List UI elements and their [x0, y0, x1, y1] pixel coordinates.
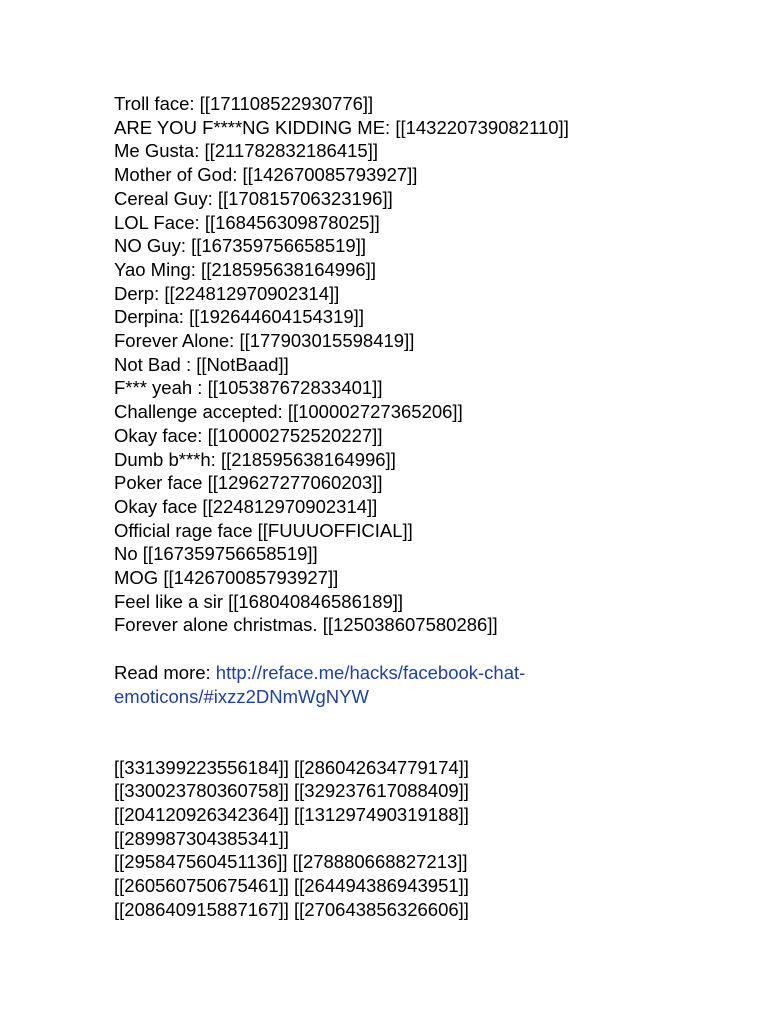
- emoticon-line: MOG [[142670085793927]]: [114, 567, 339, 589]
- emoticon-line: Dumb b***h: [[218595638164996]]: [114, 448, 396, 470]
- read-more-line-2: [114, 685, 734, 709]
- emoticon-line: No [[167359756658519]]: [114, 543, 318, 565]
- paragraph-spacer: [114, 708, 734, 755]
- emoticon-line: Okay face: [[100002752520227]]: [114, 424, 383, 446]
- read-more-link-continued[interactable]: emoticons/#ixzz2DNmWgNYW: [114, 685, 369, 707]
- emoticon-line: Yao Ming: [[218595638164996]]: [114, 258, 376, 280]
- code-line: [[204120926342364]] [[131297490319188]]: [114, 804, 469, 826]
- code-line: [[330023780360758]] [[329237617088409]]: [114, 780, 469, 802]
- emoticon-list: [114, 92, 734, 637]
- paragraph-spacer: [114, 637, 734, 661]
- emoticon-line: NO Guy: [[167359756658519]]: [114, 235, 366, 257]
- emoticon-line: ARE YOU F****NG KIDDING ME: [[143220739082110]]: [114, 116, 569, 138]
- emoticon-line: Official rage face [[FUUUOFFICIAL]]: [114, 519, 413, 541]
- emoticon-line: Not Bad : [[NotBaad]]: [114, 353, 289, 375]
- emoticon-line: Poker face [[129627277060203]]: [114, 472, 383, 494]
- emoticon-line: Challenge accepted: [[100002727365206]]: [114, 401, 463, 423]
- emoticon-line: Mother of God: [[142670085793927]]: [114, 164, 418, 186]
- code-line: [[295847560451136]] [[278880668827213]]: [114, 851, 468, 873]
- emoticon-line: Forever Alone: [[177903015598419]]: [114, 330, 415, 352]
- read-more-link[interactable]: http://reface.me/hacks/facebook-chat-: [215, 661, 526, 683]
- code-list: [114, 756, 734, 922]
- emoticon-line: LOL Face: [[168456309878025]]: [114, 211, 380, 233]
- emoticon-line: Forever alone christmas. [[125038607580286]]: [114, 614, 498, 636]
- emoticon-line: Derpina: [[192644604154319]]: [114, 306, 364, 328]
- emoticon-line: Feel like a sir [[168040846586189]]: [114, 590, 404, 612]
- emoticon-line: Me Gusta: [[211782832186415]]: [114, 140, 378, 162]
- code-line: [[289987304385341]]: [114, 827, 289, 849]
- code-line: [[260560750675461]] [[264494386943951]]: [114, 875, 469, 897]
- code-line: [[331399223556184]] [[286042634779174]]: [114, 756, 469, 778]
- emoticon-line: F*** yeah : [[105387672833401]]: [114, 377, 383, 399]
- document-body: [114, 92, 734, 922]
- read-more: [114, 661, 734, 708]
- read-more-line-1: [114, 661, 734, 685]
- read-more-label: Read more:: [114, 661, 216, 683]
- emoticon-line: Derp: [[224812970902314]]: [114, 282, 340, 304]
- emoticon-line: Troll face: [[171108522930776]]: [114, 93, 374, 114]
- emoticon-line: Okay face [[224812970902314]]: [114, 495, 378, 517]
- emoticon-line: Cereal Guy: [[170815706323196]]: [114, 187, 393, 209]
- code-line: [[208640915887167]] [[270643856326606]]: [114, 898, 469, 920]
